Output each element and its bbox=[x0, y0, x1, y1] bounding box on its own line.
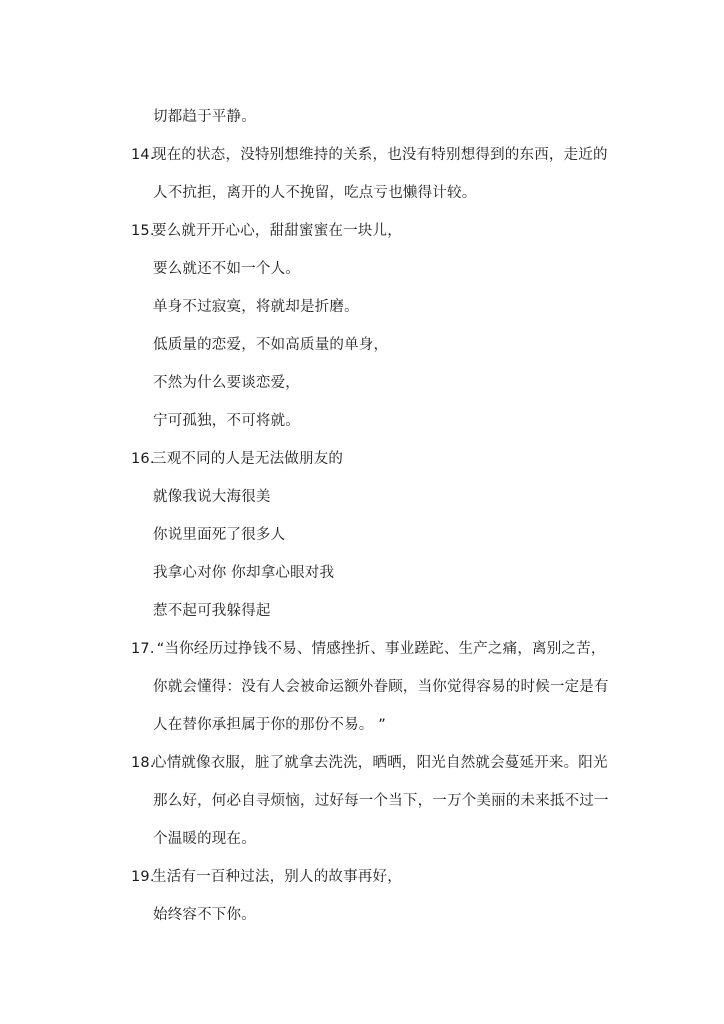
item-text: 要么就开开心心，甜甜蜜蜜在一块儿， bbox=[152, 223, 402, 239]
text-line: 人不抗拒，离开的人不挽留，吃点亏也懒得计较。 bbox=[153, 185, 477, 201]
text-line: 那么好，何必自寻烦恼，过好每一个当下，一万个美丽的未来抵不过一 bbox=[153, 793, 609, 809]
item-text: “当你经历过挣钱不易、情感挫折、事业蹉跎、生产之痛，离别之苦， bbox=[152, 641, 606, 657]
text-line: 不然为什么要谈恋爱， bbox=[153, 375, 300, 391]
item-number: 18. bbox=[131, 755, 155, 771]
item-number: 17. bbox=[131, 641, 155, 657]
text-line: 单身不过寂寞，将就却是折磨。 bbox=[153, 299, 359, 315]
text-line: 你就会懂得：没有人会被命运额外眷顾，当你觉得容易的时候一定是有 bbox=[153, 679, 609, 695]
item-number: 16. bbox=[131, 451, 155, 467]
text-line: 惹不起可我躲得起 bbox=[153, 603, 271, 619]
text-line: 就像我说大海很美 bbox=[153, 489, 271, 505]
text-line: 我拿心对你 你却拿心眼对我 bbox=[153, 565, 335, 581]
item-number: 15. bbox=[131, 223, 155, 239]
list-item bbox=[131, 449, 343, 469]
text-line: 始终容不下你。 bbox=[153, 907, 256, 923]
list-item bbox=[131, 639, 606, 659]
item-text: 现在的状态，没特别想维持的关系，也没有特别想得到的东西，走近的 bbox=[152, 147, 608, 163]
item-text: 心情就像衣服，脏了就拿去洗洗，晒晒，阳光自然就会蔓延开来。阳光 bbox=[152, 755, 608, 771]
text-line: 人在替你承担属于你的那份不易。 ” bbox=[153, 717, 387, 733]
item-text: 三观不同的人是无法做朋友的 bbox=[152, 451, 344, 467]
text-line: 你说里面死了很多人 bbox=[153, 527, 286, 543]
text-line: 个温暖的现在。 bbox=[153, 831, 256, 847]
text-line: 宁可孤独，不可将就。 bbox=[153, 413, 300, 429]
list-item bbox=[131, 867, 402, 887]
text-line: 要么就还不如一个人。 bbox=[153, 261, 300, 277]
text-line: 切都趋于平静。 bbox=[153, 109, 256, 125]
text-line: 低质量的恋爱，不如高质量的单身， bbox=[153, 337, 389, 353]
item-number: 14. bbox=[131, 147, 155, 163]
item-number: 19. bbox=[131, 869, 155, 885]
list-item bbox=[131, 753, 608, 773]
list-item bbox=[131, 221, 402, 241]
list-item bbox=[131, 145, 608, 165]
item-text: 生活有一百种过法，别人的故事再好， bbox=[152, 869, 402, 885]
